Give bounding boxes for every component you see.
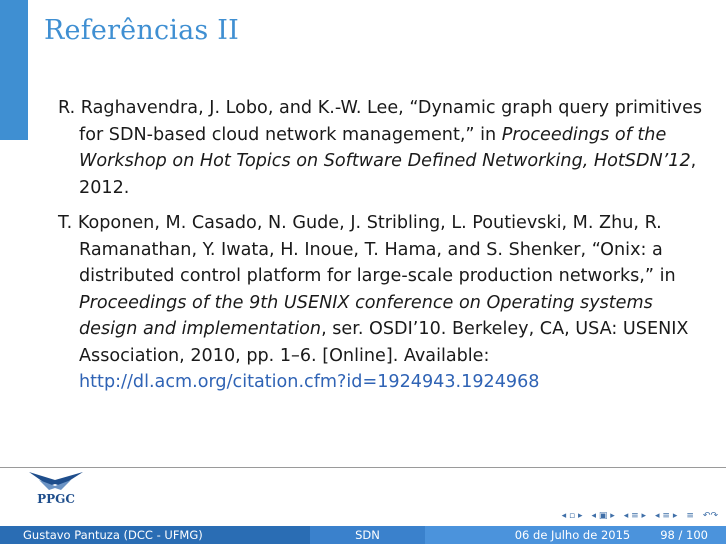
beamer-navigation — [562, 510, 718, 522]
logo-wing-shape — [29, 472, 83, 486]
logo-text: PPGC — [37, 492, 75, 506]
reference-venue: Proceedings of the Workshop on Hot Topics on Software Defined Networking, HotSDN’12 — [79, 124, 691, 171]
reference-item — [58, 95, 706, 201]
ppgc-logo — [25, 470, 87, 506]
nav-section-icon[interactable]: ◂ ≡ ▸ — [623, 511, 647, 521]
nav-menu-icon[interactable]: ≡ — [686, 511, 694, 521]
reference-venue: Proceedings of the 9th USENIX conference on Operating systems design and implementation — [79, 292, 653, 339]
slide-title: Referências II — [44, 15, 239, 46]
reference-item — [58, 210, 706, 396]
reference-authors: T. Koponen, M. Casado, N. Gude, J. Stribling, L. Poutievski, M. Zhu, R. Ramanathan, Y. Iwata, H. Inoue, T. Hama, and S. Shenker, “Onix: a distributed control platform for large-scale production networks,” in — [58, 213, 676, 286]
footer-date: 06 de Julho de 2015 — [514, 528, 631, 542]
reference-tail: , ser. OSDI’10. Berkeley, CA, USA: USENIX Association, 2010, pp. 1–6. [Online]. Available: — [79, 319, 689, 366]
footer-short-title: SDN — [310, 526, 425, 544]
search-icon[interactable]: ↶↷ — [702, 511, 718, 521]
footer-divider — [0, 467, 726, 468]
footer-info — [425, 526, 726, 544]
nav-subsection-icon[interactable]: ◂ ≡ ▸ — [655, 511, 678, 521]
reference-link[interactable]: http://dl.acm.org/citation.cfm?id=1924943.1924968 — [79, 372, 540, 392]
nav-frame-prev-icon[interactable]: ◂ ▫ ▸ — [561, 511, 583, 521]
reference-tail: , 2012. — [79, 151, 697, 198]
footer-author: Gustavo Pantuza (DCC - UFMG) — [0, 526, 310, 544]
reference-text — [58, 95, 706, 201]
nav-frame-next-icon[interactable]: ◂ ▣ ▸ — [591, 511, 615, 521]
title-accent-bar — [0, 0, 28, 140]
reference-text — [58, 210, 706, 396]
footer-bar — [0, 526, 726, 544]
page-number: 98 / 100 — [660, 528, 708, 542]
reference-authors: R. Raghavendra, J. Lobo, and K.-W. Lee, “Dynamic graph query primitives for SDN-based cloud network management,” in — [58, 98, 703, 145]
